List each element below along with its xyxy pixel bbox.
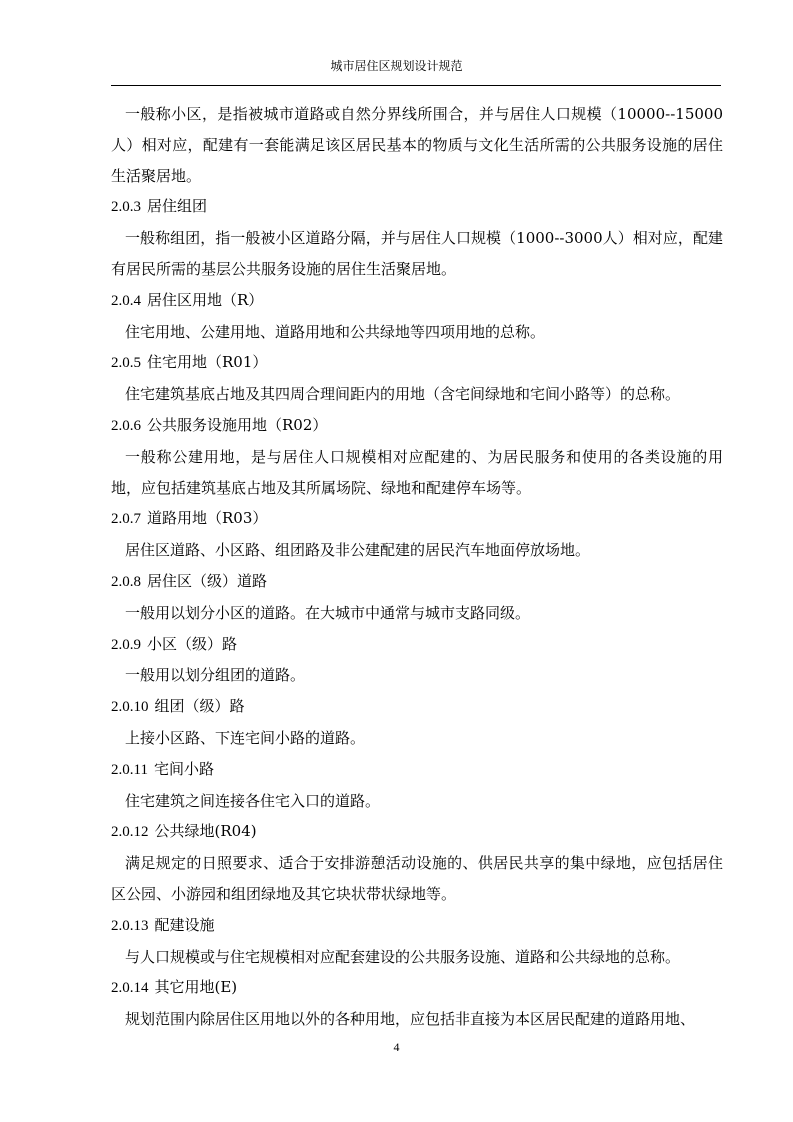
section-text-2-0-3: 一般称组团，指一般被小区道路分隔，并与居住人口规模（1000--3000人）相对应，配建有居民所需的基层公共服务设施的居住生活聚居地。 (111, 229, 723, 278)
section-text-2-0-6: 一般称公建用地，是与居住人口规模相对应配建的、为居民服务和使用的各类设施的用地，应包括建筑基底占地及其所属场院、绿地和配建停车场等。 (111, 447, 723, 497)
section-heading-2-0-13 (111, 910, 723, 942)
section-title: 居住区（级）道路 (147, 571, 268, 590)
section-number: 2.0.8 (111, 573, 141, 590)
section-title: 住宅用地（R01） (147, 353, 268, 372)
section-number: 2.0.14 (111, 980, 149, 997)
intro-paragraph: 一般称小区，是指被城市道路或自然分界线所围合，并与居住人口规模（10000--15000人）相对应，配建有一套能满足该区居民基本的物质与文化生活所需的公共服务设施的居住生活聚居地。 (111, 105, 723, 185)
section-text-2-0-9: 一般用以划分组团的道路。 (125, 666, 306, 685)
section-number: 2.0.11 (111, 761, 148, 778)
section-title: 居住区用地（R） (147, 290, 264, 309)
section-number: 2.0.7 (111, 511, 141, 528)
page-number: 4 (393, 1040, 400, 1054)
section-text-2-0-11: 住宅建筑之间连接各住宅入口的道路。 (125, 791, 381, 810)
section-heading-2-0-12 (111, 816, 723, 848)
section-heading-2-0-11 (111, 754, 723, 786)
section-number: 2.0.3 (111, 199, 141, 216)
section-number: 2.0.6 (111, 417, 141, 434)
section-heading-2-0-14 (111, 972, 723, 1004)
section-number: 2.0.12 (111, 824, 149, 841)
section-number: 2.0.13 (111, 917, 149, 934)
section-heading-2-0-7 (111, 503, 723, 535)
section-text-2-0-8: 一般用以划分小区的道路。在大城市中通常与城市支路同级。 (125, 603, 531, 622)
section-title: 其它用地(E) (154, 978, 238, 997)
running-header-title: 城市居住区规划设计规范 (330, 59, 463, 73)
section-number: 2.0.5 (111, 355, 141, 372)
section-heading-2-0-4 (111, 285, 723, 317)
header-divider-line (111, 85, 721, 86)
section-text-2-0-5: 住宅建筑基底占地及其四周合理间距内的用地（含宅间绿地和宅间小路等）的总称。 (125, 385, 681, 404)
section-title: 公共服务设施用地（R02） (147, 415, 328, 434)
section-title: 组团（级）路 (154, 697, 245, 716)
section-text-2-0-4: 住宅用地、公建用地、道路用地和公共绿地等四项用地的总称。 (125, 322, 546, 341)
section-heading-2-0-3 (111, 191, 723, 223)
section-text-2-0-14: 规划范围内除居住区用地以外的各种用地，应包括非直接为本区居民配建的道路用地、 (125, 1010, 696, 1029)
section-number: 2.0.10 (111, 699, 149, 716)
section-title: 道路用地（R03） (147, 509, 268, 528)
section-heading-2-0-10 (111, 691, 723, 723)
section-title: 宅间小路 (153, 759, 214, 778)
section-heading-2-0-5 (111, 347, 723, 379)
section-text-2-0-7: 居住区道路、小区路、组团路及非公建配建的居民汽车地面停放场地。 (125, 541, 591, 560)
section-heading-2-0-8 (111, 566, 723, 598)
document-body (111, 99, 723, 1035)
section-title: 配建设施 (154, 915, 215, 934)
section-number: 2.0.4 (111, 292, 141, 309)
section-heading-2-0-6 (111, 410, 723, 442)
section-title: 居住组团 (147, 197, 208, 216)
section-text-2-0-10: 上接小区路、下连宅间小路的道路。 (125, 728, 366, 747)
section-text-2-0-13: 与人口规模或与住宅规模相对应配套建设的公共服务设施、道路和公共绿地的总称。 (125, 947, 681, 966)
section-heading-2-0-9 (111, 629, 723, 661)
section-title: 公共绿地(R04) (154, 822, 257, 841)
section-title: 小区（级）路 (147, 634, 238, 653)
section-number: 2.0.9 (111, 636, 141, 653)
section-text-2-0-12: 满足规定的日照要求、适合于安排游憩活动设施的、供居民共享的集中绿地，应包括居住区公园、小游园和组团绿地及其它块状带状绿地等。 (111, 854, 723, 903)
